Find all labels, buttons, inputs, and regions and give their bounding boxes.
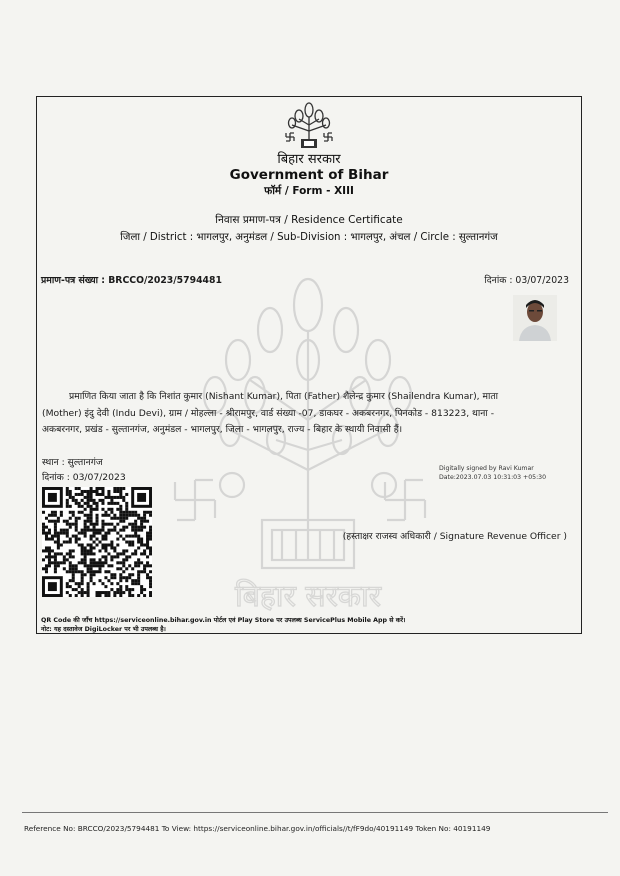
certificate-date: दिनांक : 03/07/2023 <box>484 275 569 286</box>
qr-code-icon[interactable] <box>42 487 152 597</box>
svg-text:बिहार सरकार: बिहार सरकार <box>234 579 382 614</box>
place-date: दिनांक : 03/07/2023 <box>42 472 126 483</box>
certificate-number: प्रमाण-पत्र संख्या : BRCCO/2023/5794481 <box>41 275 222 286</box>
certificate-frame <box>36 96 582 634</box>
certificate-title: निवास प्रमाण-पत्र / Residence Certificate <box>215 214 403 226</box>
digilocker-note: नोट: यह दस्तावेज DigiLocker पर भी उपलब्ध है। <box>41 626 166 633</box>
form-number: फॉर्म / Form - XIII <box>264 185 354 197</box>
footer-reference: Reference No: BRCCO/2023/5794481 To View: https://serviceonline.bihar.gov.in/officials//t/fF9do/40191149 Token No: 40191149 <box>24 824 491 833</box>
photo-avatar <box>513 295 557 341</box>
state-name-english: Government of Bihar <box>229 167 389 183</box>
bihar-emblem-icon <box>280 101 338 151</box>
signature-officer: (हस्ताक्षर राजस्व अधिकारी / Signature Revenue Officer ) <box>342 531 567 542</box>
body-line-3: अकबरनगर, प्रखंड - सुल्तानगंज, अनुमंडल - भागलपुर, जिला - भागलपुर, राज्य - बिहार के स्थायी निवासी हैं। <box>42 424 403 435</box>
place-line: स्थान : सुल्तानगंज <box>42 457 103 468</box>
location-line: जिला / District : भागलपुर, अनुमंडल / Sub-Division : भागलपुर, अंचल / Circle : सुल्तानगंज <box>120 232 498 243</box>
digital-signature-line-1: Digitally signed by Ravi Kumar <box>439 465 534 472</box>
footer-divider <box>22 812 608 813</box>
state-name-hindi: बिहार सरकार <box>277 152 341 167</box>
qr-verification-note: QR Code की जाँच https://serviceonline.bihar.gov.in पोर्टल एवं Play Store पर उपलब्ध ServicePlus Mobile App से करें। <box>41 617 406 624</box>
body-line-2: (Mother) इंदु देवी (Indu Devi), ग्राम / मोहल्ला - श्रीरामपुर, वार्ड संख्या -07, डाकघर - अकबरनगर, पिनकोड - 813223, थाना - <box>42 408 495 419</box>
body-line-1: प्रमाणित किया जाता है कि निशांत कुमार (Nishant Kumar), पिता (Father) शैलेन्द्र कुमार (Shailendra Kumar), माता <box>69 391 499 402</box>
digital-signature-line-2: Date:2023.07.03 10:31:03 +05:30 <box>439 474 547 481</box>
